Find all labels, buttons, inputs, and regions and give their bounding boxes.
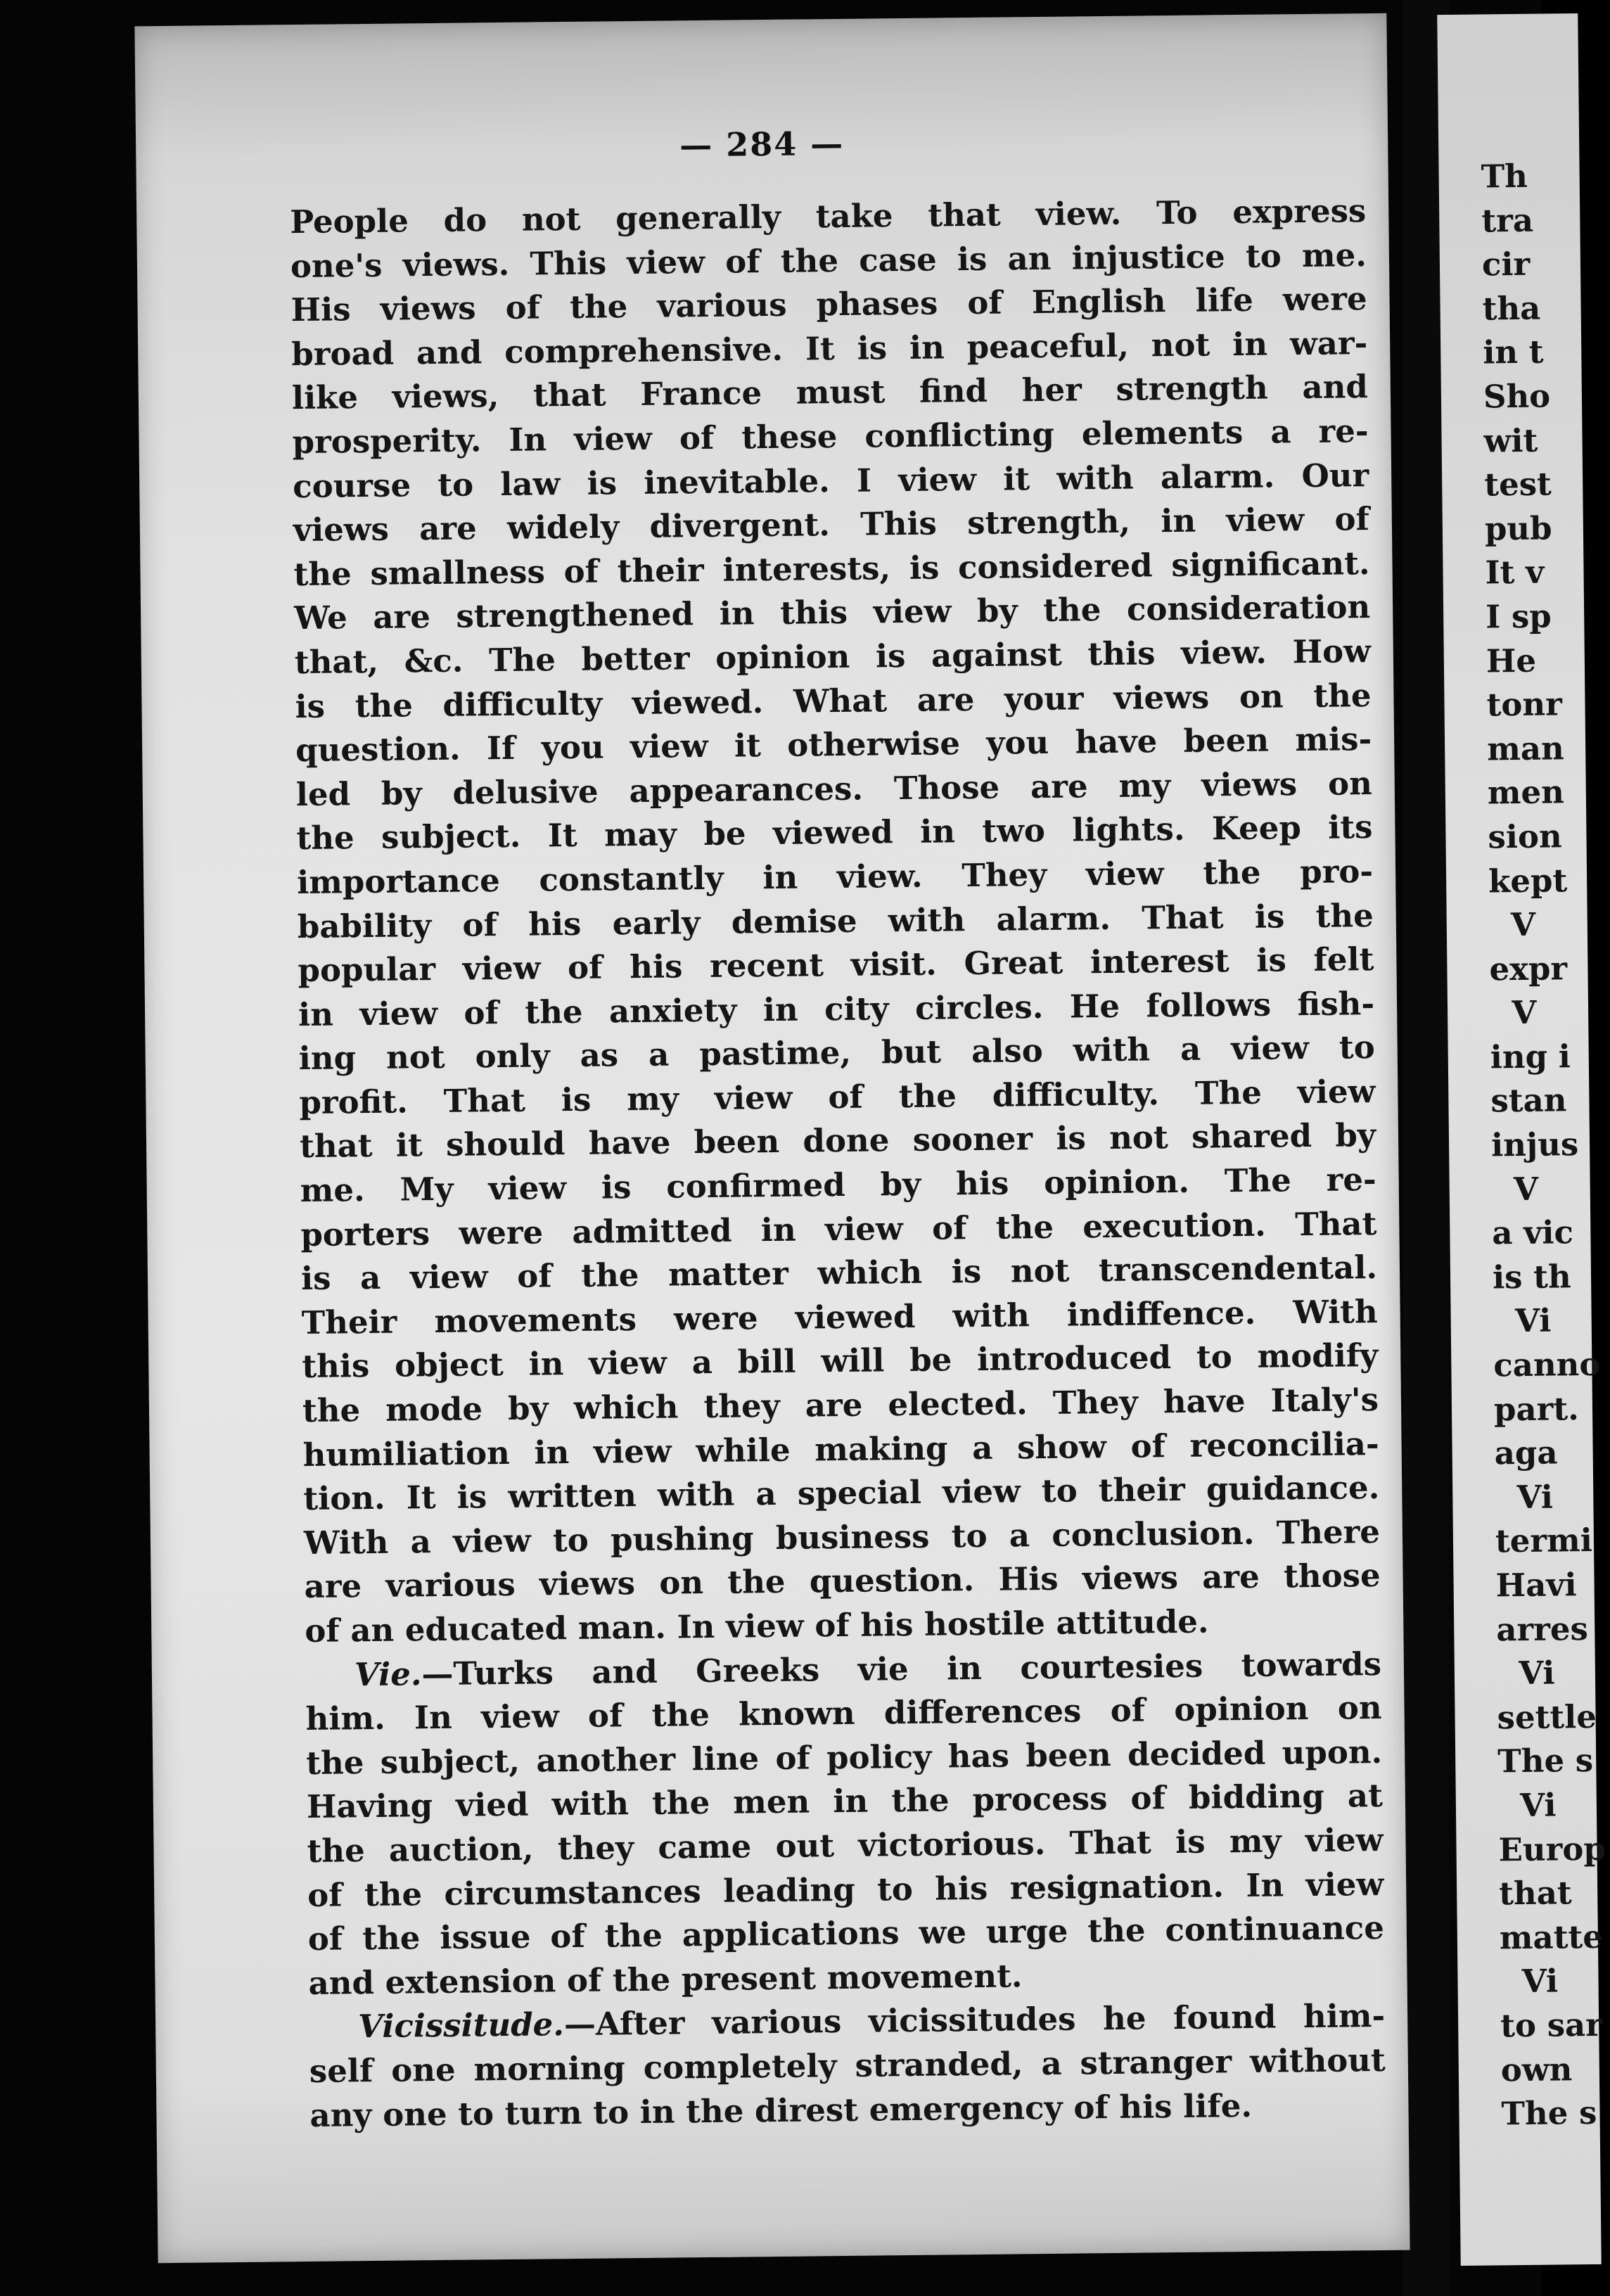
text-line: views are widely divergent. This strength, in view of [293, 500, 1370, 549]
page-number: — 284 — [679, 124, 845, 165]
text-line: is a view of the matter which is not transcendental. [300, 1249, 1378, 1298]
text-line: is the difficulty viewed. What are your views on the [295, 676, 1372, 725]
book-page [134, 13, 1410, 2263]
text-line: led by delusive appearances. Those are my views on [295, 764, 1373, 813]
text-line: the smallness of their interests, is considered significant. [293, 544, 1370, 593]
entry-vicissitude-first-line: —After various vicissitudes he found him- [563, 1997, 1386, 2043]
text-line: broad and comprehensive. It is in peaceful, not in war- [291, 324, 1368, 373]
text-line: People do not generally take that view. To express [290, 192, 1367, 241]
text-line: With a view to pushing business to a conclusion. There [303, 1512, 1381, 1562]
text-line: His views of the various phases of English life were [290, 280, 1367, 329]
entry-vie-first-line: —Turks and Greeks vie in courtesies towards [421, 1645, 1382, 1692]
text-line: profit. That is my view of the difficulty. The view [299, 1072, 1376, 1121]
text-line: of an educated man. In view of his hostile attitude. [305, 1602, 1209, 1650]
text-line: and extension of the present movement. [308, 1957, 1023, 2002]
text-line: question. If you view it otherwise you have been mis- [295, 720, 1372, 770]
text-line: are various views on the question. His views are those [304, 1557, 1381, 1606]
text-line: like views, that France must find her strength and [291, 368, 1369, 417]
text-line: one's views. This view of the case is an injustice to me. [290, 236, 1367, 285]
entry-term-vicissitude: Vicissitude. [357, 2005, 565, 2046]
text-line: self one morning completely stranded, a stranger without [309, 2041, 1386, 2090]
text-line: him. In view of the known differences of opinion on [305, 1689, 1382, 1738]
text-line: the auction, they came out victorious. That is my view [307, 1820, 1384, 1870]
text-line: course to law is inevitable. I view it with alarm. Our [292, 456, 1369, 505]
text-line: popular view of his recent visit. Great interest is felt [298, 940, 1374, 990]
facing-page-edge [1437, 13, 1606, 2266]
text-line: prosperity. In view of these conflicting elements a re- [292, 412, 1369, 461]
text-line: importance constantly in view. They view the pro- [296, 852, 1374, 901]
text-line: the subject, another line of policy has been decided upon. [305, 1733, 1383, 1782]
text-line: that, &c. The better opinion is against this view. How [294, 632, 1372, 682]
page-body-text [290, 189, 1386, 2138]
text-line: humiliation in view while making a show of reconcilia- [302, 1424, 1379, 1474]
text-line: ing not only as a pastime, but also with a view to [298, 1028, 1375, 1078]
text-line: the mode by which they are elected. They have Italy's [302, 1381, 1379, 1430]
text-line: bability of his early demise with alarm. That is the [297, 896, 1374, 945]
text-line: porters were admitted in view of the execution. That [300, 1204, 1377, 1254]
text-line: this object in view a bill will be introduced to modify [302, 1337, 1379, 1386]
text-line: of the issue of the applications we urge the continuance [307, 1909, 1385, 1958]
text-line: tion. It is written with a special view to their guidance. [303, 1469, 1380, 1518]
text-line: that it should have been done sooner is not shared by [299, 1116, 1376, 1166]
text-line: Having vied with the men in the process of bidding at [306, 1777, 1384, 1826]
text-line: We are strengthened in this view by the consideration [293, 588, 1371, 637]
text-line: in view of the anxiety in city circles. He follows fish- [298, 984, 1375, 1033]
text-line: Their movements were viewed with indiffence. With [301, 1292, 1378, 1341]
entry-term-vie: Vie. [354, 1654, 422, 1693]
text-line: any one to turn to in the direst emergency of his life. [309, 2086, 1253, 2134]
text-line: of the circumstances leading to his resignation. In view [307, 1865, 1384, 1914]
text-line: the subject. It may be viewed in two lights. Keep its [296, 808, 1373, 857]
text-line: me. My view is confirmed by his opinion. The re- [300, 1161, 1376, 1210]
facing-page-text: Th tra cir tha in t Sho wit test pub It v I sp He tonr man men sion kept V expr V ing i stan injus V a vic is th Vi canno part. aga Vi termi Havi arres Vi settle The s Vi Europ that matte Vi to sar own The s [1481, 157, 1606, 2133]
